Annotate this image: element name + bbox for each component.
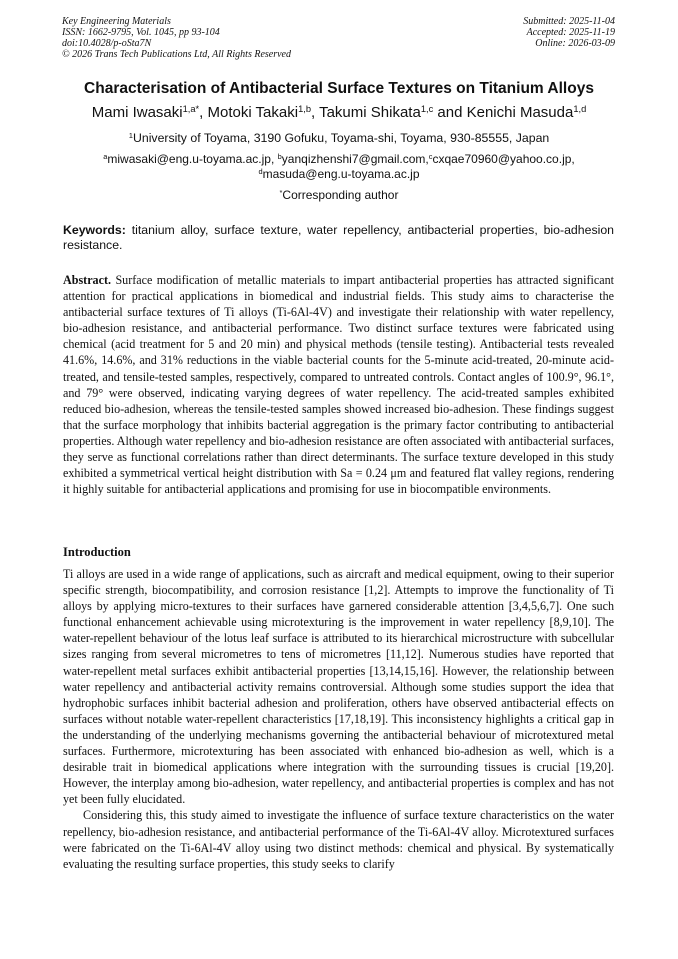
section-heading-introduction: Introduction (63, 545, 131, 559)
introduction-body (63, 566, 614, 872)
corresponding-superscript: * (279, 187, 283, 197)
accepted-date: Accepted: 2025-11-19 (526, 27, 615, 38)
keywords-text: titanium alloy, surface texture, water repellency, antibacterial properties, bio-adhesion resistance. (63, 223, 615, 252)
abstract (63, 272, 614, 497)
author-name: Mami Iwasaki (91, 104, 183, 121)
author-name: Motoki Takaki (207, 104, 299, 121)
doi-line: doi:10.4028/p-oSta7N (62, 38, 152, 49)
email-address: yanqizhenshi7@gmail.com (281, 152, 426, 166)
intro-paragraph-2: Considering this, this study aimed to investigate the influence of surface texture characteristics on the water repellency, bio-adhesion resistance, and antibacterial performance of the Ti-6Al-4V alloy. Microtextured surfaces were fabricated on the Ti-6Al-4V alloy using two distinct methods: chemical and physical. By systematically evaluating the resulting surface properties, this study seeks to clarify (63, 808, 614, 871)
keywords-label: Keywords: (63, 223, 126, 237)
email-superscript: c (428, 151, 433, 161)
dates-header (523, 16, 615, 49)
affiliation (30, 131, 648, 145)
issn-line: ISSN: 1662-9795, Vol. 1045, pp 93-104 (62, 27, 220, 38)
email-address: miwasaki@eng.u-toyama.ac.jp (107, 152, 271, 166)
keywords (63, 223, 614, 252)
author-separator: , (199, 104, 208, 121)
corresponding-text: Corresponding author (282, 188, 399, 202)
intro-paragraph-1: Ti alloys are used in a wide range of applications, such as aircraft and medical equipment, owing to their superior specific strength, biocompatibility, and corrosion resistance [1,2]. Attempts to improve the functionality of Ti alloys by applying micro-textures to their surfaces have garnered considerable attention [3,4,5,6,7]. One such functional enhancement achievable using microtexturing is the improvement in water repellency [8,9,10]. The water-repellent behaviour of the lotus leaf surface is attributed to its hierarchical microstructure with subcellular sizes ranging from several micrometres to tens of micrometres [11,12]. Numerous studies have reported that water-repellent metal surfaces exhibit antibacterial properties [13,14,15,16]. However, the relationship between water repellency and antibacterial activity remains controversial. Although some studies support the idea that hydrophobic surfaces inhibit bacterial adhesion and proliferation, others have observed antibacterial effects on surfaces without notable water-repellent characteristics [17,18,19]. This inconsistency highlights a critical gap in the understanding of the underlying mechanisms governing the antibacterial behaviour of microtextured metal surfaces. Furthermore, microtexturing has been associated with enhanced bio-adhesion as well, which is a desirable trait in biomedical applications where integration with the surrounding tissues is crucial [19,20]. However, the interplay among bio-adhesion, water repellency, and antibacterial properties is complex and has not yet been fully elucidated. (63, 567, 614, 807)
author-superscript: 1,a* (182, 103, 200, 114)
journal-header (62, 16, 291, 60)
email-address: masuda@eng.u-toyama.ac.jp (262, 167, 420, 181)
affiliation-text: University of Toyama, 3190 Gofuku, Toyama-shi, Toyama, 930-85555, Japan (132, 131, 550, 145)
affiliation-superscript: 1 (128, 130, 133, 140)
email-superscript: a (103, 151, 108, 161)
paper-title: Characterisation of Antibacterial Surface Textures on Titanium Alloys (84, 80, 594, 97)
submitted-date: Submitted: 2025-11-04 (523, 16, 615, 27)
abstract-label: Abstract. (63, 273, 112, 287)
author-superscript: 1,d (573, 103, 587, 114)
email-list (30, 152, 648, 182)
email-separator: , (425, 152, 429, 166)
author-separator: , (311, 104, 320, 121)
journal-name: Key Engineering Materials (62, 16, 171, 27)
author-name: Kenichi Masuda (466, 104, 574, 121)
email-separator: , (571, 152, 575, 166)
email-separator: , (270, 152, 278, 166)
author-separator: and (433, 104, 467, 121)
author-superscript: 1,b (298, 103, 312, 114)
online-date: Online: 2026-03-09 (535, 38, 615, 49)
email-address: cxqae70960@yahoo.co.jp (432, 152, 572, 166)
email-superscript: b (277, 151, 282, 161)
author-name: Takumi Shikata (319, 104, 421, 121)
email-superscript: d (258, 166, 263, 176)
copyright-line: © 2026 Trans Tech Publications Ltd, All Rights Reserved (62, 49, 291, 60)
abstract-text: Surface modification of metallic materials to impart antibacterial properties has attracted significant attention for practical applications in biomedical and industrial fields. This study aims to characterise the antibacterial surface textures of Ti alloys (Ti-6Al-4V) and investigate their relationship with water repellency, bio-adhesion resistance, and antibacterial performance. Two distinct surface textures were fabricated using chemical (acid treatment for 5 and 20 min) and physical methods (tensile testing). Antibacterial tests revealed 41.6%, 14.6%, and 31% reductions in the viable bacterial counts for the 5-minute acid-treated, 20-minute acid-treated, and tensile-tested samples, respectively, compared to untreated controls. Contact angles of 100.9°, 96.1°, and 79° were observed, indicating varying degrees of water repellency. The acid-treated samples exhibited reduced bio-adhesion, whereas the tensile-tested samples showed increased bio-adhesion. These findings suggest that the surface morphology that inhibits bacterial aggregation is the primary factor contributing to antibacterial properties. Although water repellency and bio-adhesion resistance are often associated with antibacterial surfaces, they serve as functional correlations rather than direct determinants. The surface texture developed in this study exhibited a symmetrical vertical height distribution with Sa = 0.24 μm and featured flat valley regions, rendering it highly suitable for antibacterial applications and promising for use in biocompatible environments. (63, 273, 614, 497)
author-superscript: 1,c (420, 103, 434, 114)
author-list (30, 104, 648, 121)
corresponding-author-note (30, 188, 648, 202)
